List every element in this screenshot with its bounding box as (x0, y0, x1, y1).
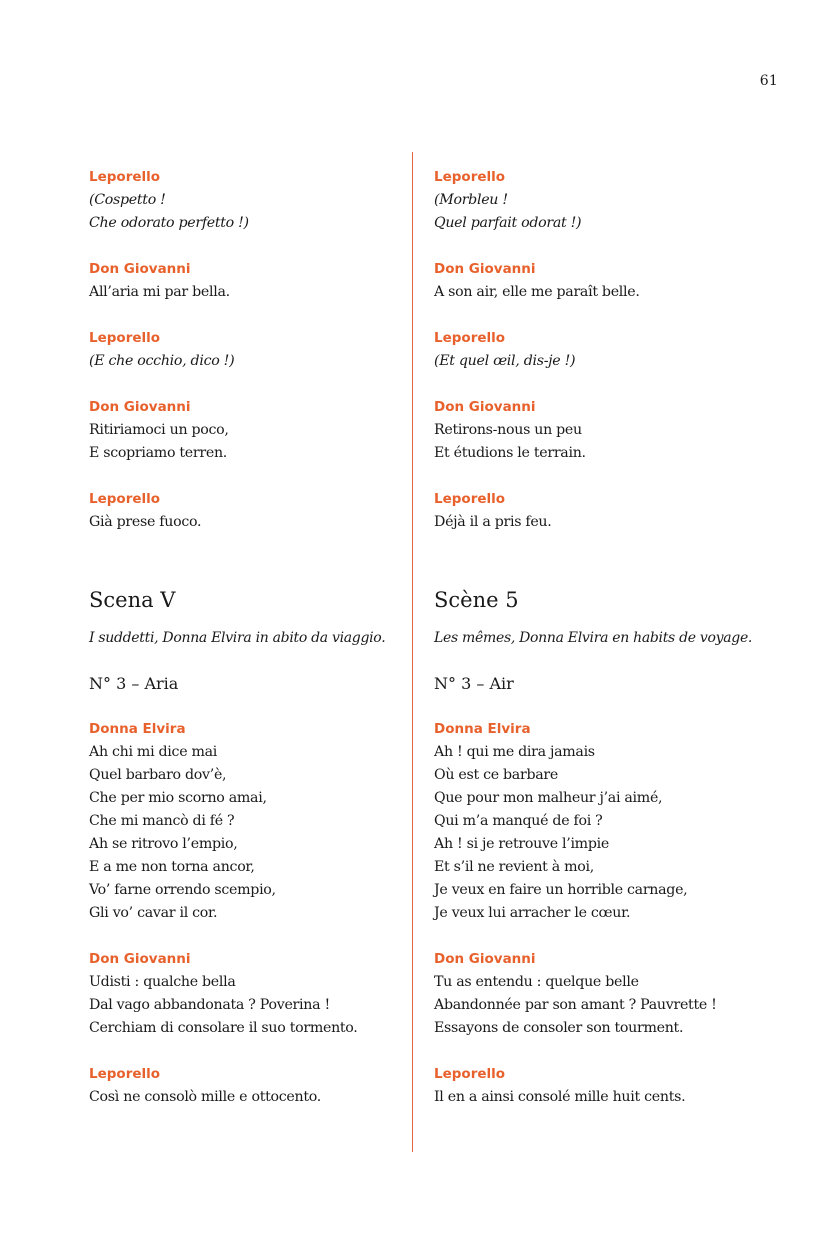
aria-heading: N° 3 – Aria (89, 674, 179, 693)
dialogue-block (434, 166, 784, 235)
speaker-name: Leporello (434, 1066, 506, 1082)
speaker-name: Donna Elvira (89, 721, 186, 737)
verse-line: Tu as entendu : quelque belle (434, 974, 639, 990)
verse-line: Dal vago abbandonata ? Poverina ! (89, 997, 330, 1013)
pre-scene-dialogue (89, 166, 419, 534)
dialogue-block (434, 948, 784, 1040)
verse-line: All’aria mi par bella. (89, 284, 230, 300)
stage-direction: Les mêmes, Donna Elvira en habits de voyage. (434, 630, 753, 646)
verse-line: Così ne consolò mille e ottocento. (89, 1089, 321, 1105)
scene-title: Scena V (89, 588, 176, 612)
verse-line: Vo’ farne orrendo scempio, (89, 882, 276, 898)
verse-line: (E che occhio, dico !) (89, 353, 235, 369)
speaker-name: Leporello (434, 491, 506, 507)
verse-line: E scopriamo terren. (89, 445, 228, 461)
speaker-name: Don Giovanni (434, 261, 536, 277)
stage-direction: I suddetti, Donna Elvira in abito da viaggio. (89, 630, 386, 646)
verse-line: Gli vo’ cavar il cor. (89, 905, 218, 921)
dialogue-block (89, 396, 419, 465)
verse-line: Ah se ritrovo l’empio, (89, 836, 238, 852)
speaker-name: Don Giovanni (89, 951, 191, 967)
dialogue-block (89, 1063, 419, 1109)
verse-line: Ah ! si je retrouve l’impie (434, 836, 609, 852)
speaker-name: Leporello (89, 1066, 161, 1082)
verse-line: Essayons de consoler son tourment. (434, 1020, 684, 1036)
verse-line: Je veux en faire un horrible carnage, (434, 882, 688, 898)
verse-line: Qui m’a manqué de foi ? (434, 813, 603, 829)
verse-line: Déjà il a pris feu. (434, 514, 552, 530)
scene-dialogue (434, 718, 784, 1109)
dialogue-block (89, 948, 419, 1040)
verse-line: Quel parfait odorat !) (434, 215, 582, 231)
verse-line: Ritiriamoci un poco, (89, 422, 229, 438)
verse-line: Quel barbaro dov’è, (89, 767, 227, 783)
scene-dialogue (89, 718, 419, 1109)
verse-line: E a me non torna ancor, (89, 859, 255, 875)
verse-line: Ah chi mi dice mai (89, 744, 218, 760)
french-column (434, 166, 784, 1132)
verse-line: Già prese fuoco. (89, 514, 202, 530)
speaker-name: Donna Elvira (434, 721, 531, 737)
verse-line: Où est ce barbare (434, 767, 558, 783)
dialogue-block (434, 488, 784, 534)
speaker-name: Leporello (434, 169, 506, 185)
pre-scene-dialogue (434, 166, 784, 534)
verse-line: Abandonnée par son amant ? Pauvrette ! (434, 997, 717, 1013)
dialogue-block (434, 327, 784, 373)
verse-line: Che mi mancò di fé ? (89, 813, 235, 829)
speaker-name: Leporello (434, 330, 506, 346)
speaker-name: Leporello (89, 169, 161, 185)
dialogue-block (89, 166, 419, 235)
dialogue-block (89, 718, 419, 925)
verse-line: Che per mio scorno amai, (89, 790, 267, 806)
verse-line: Retirons-nous un peu (434, 422, 582, 438)
speaker-name: Don Giovanni (434, 951, 536, 967)
verse-line: Je veux lui arracher le cœur. (434, 905, 631, 921)
verse-line: Ah ! qui me dira jamais (434, 744, 595, 760)
verse-line: Udisti : qualche bella (89, 974, 236, 990)
verse-line: Que pour mon malheur j’ai aimé, (434, 790, 663, 806)
dialogue-block (434, 258, 784, 304)
dialogue-block (89, 258, 419, 304)
verse-line: (Et quel œil, dis-je !) (434, 353, 576, 369)
verse-line: (Cospetto ! (89, 192, 166, 208)
page-number: 61 (759, 73, 778, 89)
verse-line: Che odorato perfetto !) (89, 215, 249, 231)
dialogue-block (434, 1063, 784, 1109)
verse-line: (Morbleu ! (434, 192, 508, 208)
spacer (89, 557, 419, 579)
spacer (434, 557, 784, 579)
verse-line: Il en a ainsi consolé mille huit cents. (434, 1089, 686, 1105)
verse-line: Et s’il ne revient à moi, (434, 859, 594, 875)
italian-column (89, 166, 419, 1132)
speaker-name: Leporello (89, 491, 161, 507)
speaker-name: Don Giovanni (89, 399, 191, 415)
verse-line: Cerchiam di consolare il suo tormento. (89, 1020, 358, 1036)
dialogue-block (434, 396, 784, 465)
dialogue-block (434, 718, 784, 925)
verse-line: A son air, elle me paraît belle. (434, 284, 640, 300)
speaker-name: Don Giovanni (434, 399, 536, 415)
scene-title: Scène 5 (434, 588, 519, 612)
verse-line: Et étudions le terrain. (434, 445, 586, 461)
dialogue-block (89, 488, 419, 534)
aria-heading: N° 3 – Air (434, 674, 514, 693)
speaker-name: Don Giovanni (89, 261, 191, 277)
dialogue-block (89, 327, 419, 373)
speaker-name: Leporello (89, 330, 161, 346)
